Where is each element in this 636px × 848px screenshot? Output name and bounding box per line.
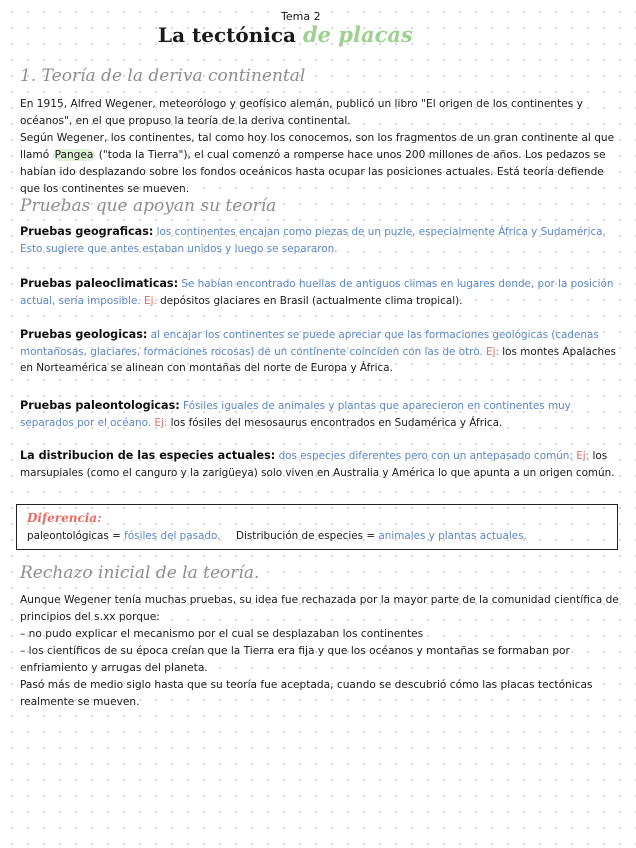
difference-label: paleontológicas = xyxy=(27,530,121,542)
evidence-geographic xyxy=(20,224,624,257)
paragraph-wegener xyxy=(20,96,624,198)
evidence-title: La distribucion de las especies actuales: xyxy=(20,449,276,462)
difference-value: animales y plantas actuales. xyxy=(378,530,527,542)
section-heading-rechazo: Rechazo inicial de la teoría. xyxy=(20,563,260,583)
evidence-description: al encajar los continentes se puede apreciar que las formaciones geológicas (cadenas montañosas, glaciares, formaciones rocosas) de un continente coinciden con las de otro. xyxy=(20,329,599,358)
list-item: – no pudo explicar el mecanismo por el cual se desplazaban los continentes xyxy=(20,628,424,640)
topic-label: Tema 2 xyxy=(281,10,321,23)
evidence-title: Pruebas paleontologicas: xyxy=(20,399,180,412)
paragraph-text: Según Wegener, los continentes, tal como hoy los conocemos, son los fragmentos de un gran continente al que llamó xyxy=(20,132,615,161)
evidence-species-distribution xyxy=(20,448,624,481)
difference-paleontological xyxy=(27,530,220,542)
title-dark: La tectónica xyxy=(158,23,296,47)
evidence-description: Se habían encontrado huellas de antiguos climas en lugares donde, por la posición actual, sería imposible. xyxy=(20,278,614,307)
evidence-paleontological xyxy=(20,398,624,431)
evidence-paleoclimatic xyxy=(20,276,624,309)
paragraph-text: ("toda la Tierra"), el cual comenzó a romperse hace unos 200 millones de años. Los pedazos se habían ido desplazando sobre los fondos oceánicos hasta ocupar las posiciones actuales. Está teoría defiende que los continentes se mueven. xyxy=(20,149,606,195)
section-heading-deriva: 1. Teoría de la deriva continental xyxy=(20,66,306,86)
evidence-example: los montes Apalaches en Norteamérica se alinean con montañas del norte de Europa y África. xyxy=(20,345,616,374)
difference-label: Distribución de especies = xyxy=(236,530,376,542)
difference-value: fósiles del pasado. xyxy=(124,530,221,542)
evidence-description: Fósiles iguales de animales y plantas que aparecieron en continentes muy separados por el océano. xyxy=(20,400,571,429)
evidence-title: Pruebas geologicas: xyxy=(20,328,148,341)
paragraph-text: Aunque Wegener tenía muchas pruebas, su idea fue rechazada por la mayor parte de la comunidad científica de principios del s.xx porque: xyxy=(20,594,619,623)
evidence-geological xyxy=(20,327,624,377)
evidence-description: dos especies diferentes pero con un antepasado común: xyxy=(278,450,573,462)
list-item: – los científicos de su época creían que la Tierra era fija y que los océanos y montañas se formaban por enfriamiento y arrugas del planeta. xyxy=(20,645,570,674)
title-green: de placas xyxy=(302,22,413,47)
difference-title: Diferencia: xyxy=(27,511,102,525)
paragraph-text: Pasó más de medio siglo hasta que su teoría fue aceptada, cuando se descubrió cómo las placas tectónicas realmente se mueven. xyxy=(20,679,593,708)
evidence-example: depósitos glaciares en Brasil (actualmente clima tropical). xyxy=(160,294,463,307)
example-label: Ej. xyxy=(144,294,157,307)
example-label: Ej: xyxy=(154,416,168,429)
example-label: Ej: xyxy=(486,345,499,358)
evidence-title: Pruebas paleoclimaticas: xyxy=(20,277,179,290)
paragraph-rechazo xyxy=(20,592,624,711)
evidence-example: los marsupiales (como el canguro y la zarigüeya) solo viven en Australia y América lo que apunta a un origen común. xyxy=(20,450,615,479)
evidence-title: Pruebas geograficas: xyxy=(20,225,154,238)
example-label: Ej: xyxy=(576,450,590,462)
evidence-example: los fósiles del mesosaurus encontrados en Sudamérica y África. xyxy=(170,416,503,429)
paragraph-text: En 1915, Alfred Wegener, meteorólogo y geofísico alemán, publicó un libro "El origen de los continentes y océanos", en el que propuso la teoría de la deriva continental. xyxy=(20,98,583,127)
pangea-highlight: Pangea xyxy=(54,149,94,161)
section-heading-pruebas: Pruebas que apoyan su teoría xyxy=(20,196,277,216)
difference-box xyxy=(16,504,618,550)
difference-species xyxy=(236,530,527,542)
page-title xyxy=(158,22,413,47)
evidence-description: los continentes encajan como piezas de un puzle, especialmente África y Sudamérica. Esto sugiere que antes estaban unidos y luego se separaron. xyxy=(20,226,606,255)
